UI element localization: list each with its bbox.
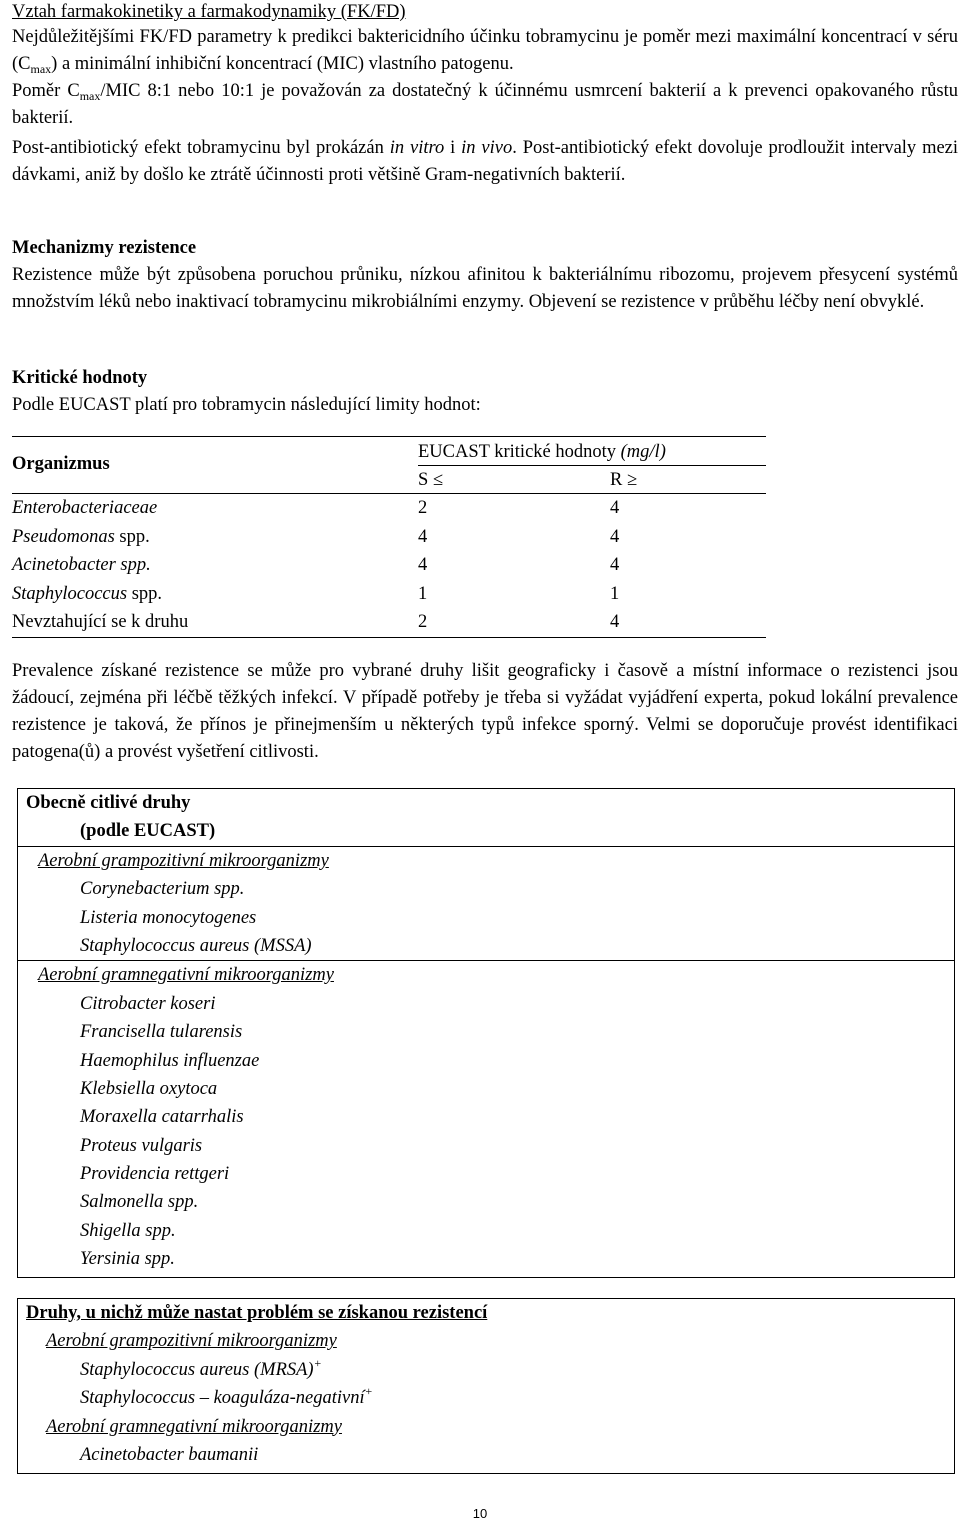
pkpd-heading: Vztah farmakokinetiky a farmakodynamiky (FK/FD) [12, 2, 406, 22]
r-value-cell: 4 [610, 498, 620, 518]
list-item: Salmonella spp. [80, 1192, 199, 1213]
column-header-organism: Organizmus [12, 454, 110, 474]
susceptible-species-box [17, 788, 955, 1278]
r-value-cell: 4 [610, 555, 620, 576]
group-heading-grampositive: Aerobní grampozitivní mikroorganizmy [38, 850, 329, 871]
problem-title: Druhy, u nichž může nastat problém se získanou rezistencí [26, 1303, 488, 1323]
susceptible-subtitle: (podle EUCAST) [18, 817, 954, 846]
breakpoints-table-header [12, 437, 766, 494]
group-heading-grampositive: Aerobní grampozitivní mikroorganizmy [46, 1331, 337, 1352]
problem-species-box [17, 1298, 955, 1474]
prevalence-paragraph: Prevalence získané rezistence se může pro vybrané druhy lišit geograficky i časově a místní informace o rezistenci jsou žádoucí, zejména při léčbě těžkých infekcí. V případě potřeby je třeba si vyžádat vyjádření experta, pokud lokální prevalence rezistence je taková, že přínos je přinejmenším u některých typů infekce sporný. Velmi se doporučuje provést identifikaci patogena(ů) a provést vyšetření citlivosti. [12, 661, 958, 762]
list-item: Corynebacterium spp. [80, 879, 245, 900]
s-value-cell: 4 [418, 555, 428, 576]
pkpd-paragraph-1: Nejdůležitějšími FK/FD parametry k predikci baktericidního účinku tobramycinu je poměr mezi maximální koncentrací v séru $(C_{max})$ a minimální inhibiční koncentrací (MIC) vlastního patogenu. [12, 27, 958, 76]
table-row [12, 494, 766, 523]
r-value-cell: 1 [610, 583, 620, 604]
s-value-cell: 1 [418, 583, 428, 604]
column-header-s: S ≤ [418, 470, 444, 490]
breakpoints-intro: Podle EUCAST platí pro tobramycin následující limity hodnot: [12, 395, 481, 415]
list-item: Francisella tularensis [80, 1022, 243, 1043]
s-value-cell: 2 [418, 498, 428, 518]
list-item: Staphylococcus aureus (MRSA)+ [80, 1355, 322, 1380]
list-item: Staphylococcus – koaguláza-negativní+ [80, 1384, 373, 1409]
group-heading-gramnegative: Aerobní gramnegativní mikroorganizmy [46, 1416, 342, 1437]
list-item: Listeria monocytogenes [80, 907, 257, 928]
page-number: 10 [472, 1506, 488, 1521]
table-row [12, 551, 766, 580]
organism-cell: Enterobacteriaceae [12, 498, 158, 518]
organism-cell: Pseudomonas spp. [12, 526, 150, 547]
list-item: Proteus vulgaris [80, 1135, 203, 1156]
table-row [12, 580, 766, 609]
list-item: Haemophilus influenzae [80, 1050, 260, 1071]
pkpd-paragraph-2: Poměr $C_{max}$/MIC 8:1 nebo 10:1 je považován za dostatečný k účinnému usmrcení bakterií a k prevenci opakovaného růstu bakterií. [12, 81, 958, 128]
list-item: Acinetobacter baumanii [80, 1444, 259, 1465]
s-value-cell: 2 [418, 612, 428, 633]
r-value-cell: 4 [610, 526, 620, 547]
breakpoints-heading: Kritické hodnoty [12, 368, 148, 388]
list-item: Klebsiella oxytoca [80, 1078, 218, 1099]
organism-cell: Nevztahující se k druhu [12, 612, 189, 633]
table-row [12, 608, 766, 638]
column-header-eucast: EUCAST kritické hodnoty (mg/l) [418, 439, 766, 466]
column-header-r: R ≥ [610, 470, 638, 490]
list-item: Shigella spp. [80, 1220, 176, 1241]
list-item: Yersinia spp. [80, 1249, 175, 1270]
list-item: Staphylococcus aureus (MSSA) [18, 932, 954, 961]
list-item: Citrobacter koseri [80, 993, 216, 1014]
organism-cell: Staphylococcus spp. [12, 583, 163, 604]
susceptible-title: Obecně citlivé druhy [26, 793, 191, 813]
table-row [12, 523, 766, 552]
resistance-heading: Mechanizmy rezistence [12, 238, 197, 258]
pkpd-paragraph-3: Post-antibiotický efekt tobramycinu byl prokázán in vitro i in vivo. Post-antibiotický efekt dovoluje prodloužit intervaly mezi dávkami, aniž by došlo ke ztrátě účinnosti proti většině Gram-negativních bakterií. [12, 138, 959, 185]
s-value-cell: 4 [418, 526, 428, 547]
list-item: Providencia rettgeri [80, 1164, 230, 1185]
group-heading-gramnegative: Aerobní gramnegativní mikroorganizmy [38, 965, 334, 986]
breakpoints-table [12, 436, 766, 638]
organism-cell: Acinetobacter spp. [12, 555, 151, 576]
list-item: Moraxella catarrhalis [80, 1107, 244, 1128]
resistance-paragraph: Rezistence může být způsobena poruchou průniku, nízkou afinitou k bakteriálnímu ribozomu, projevem přesycení systémů množstvím léků nebo inaktivací tobramycinu mikrobiálními enzymy. Objevení se rezistence v průběhu léčby není obvyklé. [12, 265, 958, 312]
r-value-cell: 4 [610, 612, 620, 633]
